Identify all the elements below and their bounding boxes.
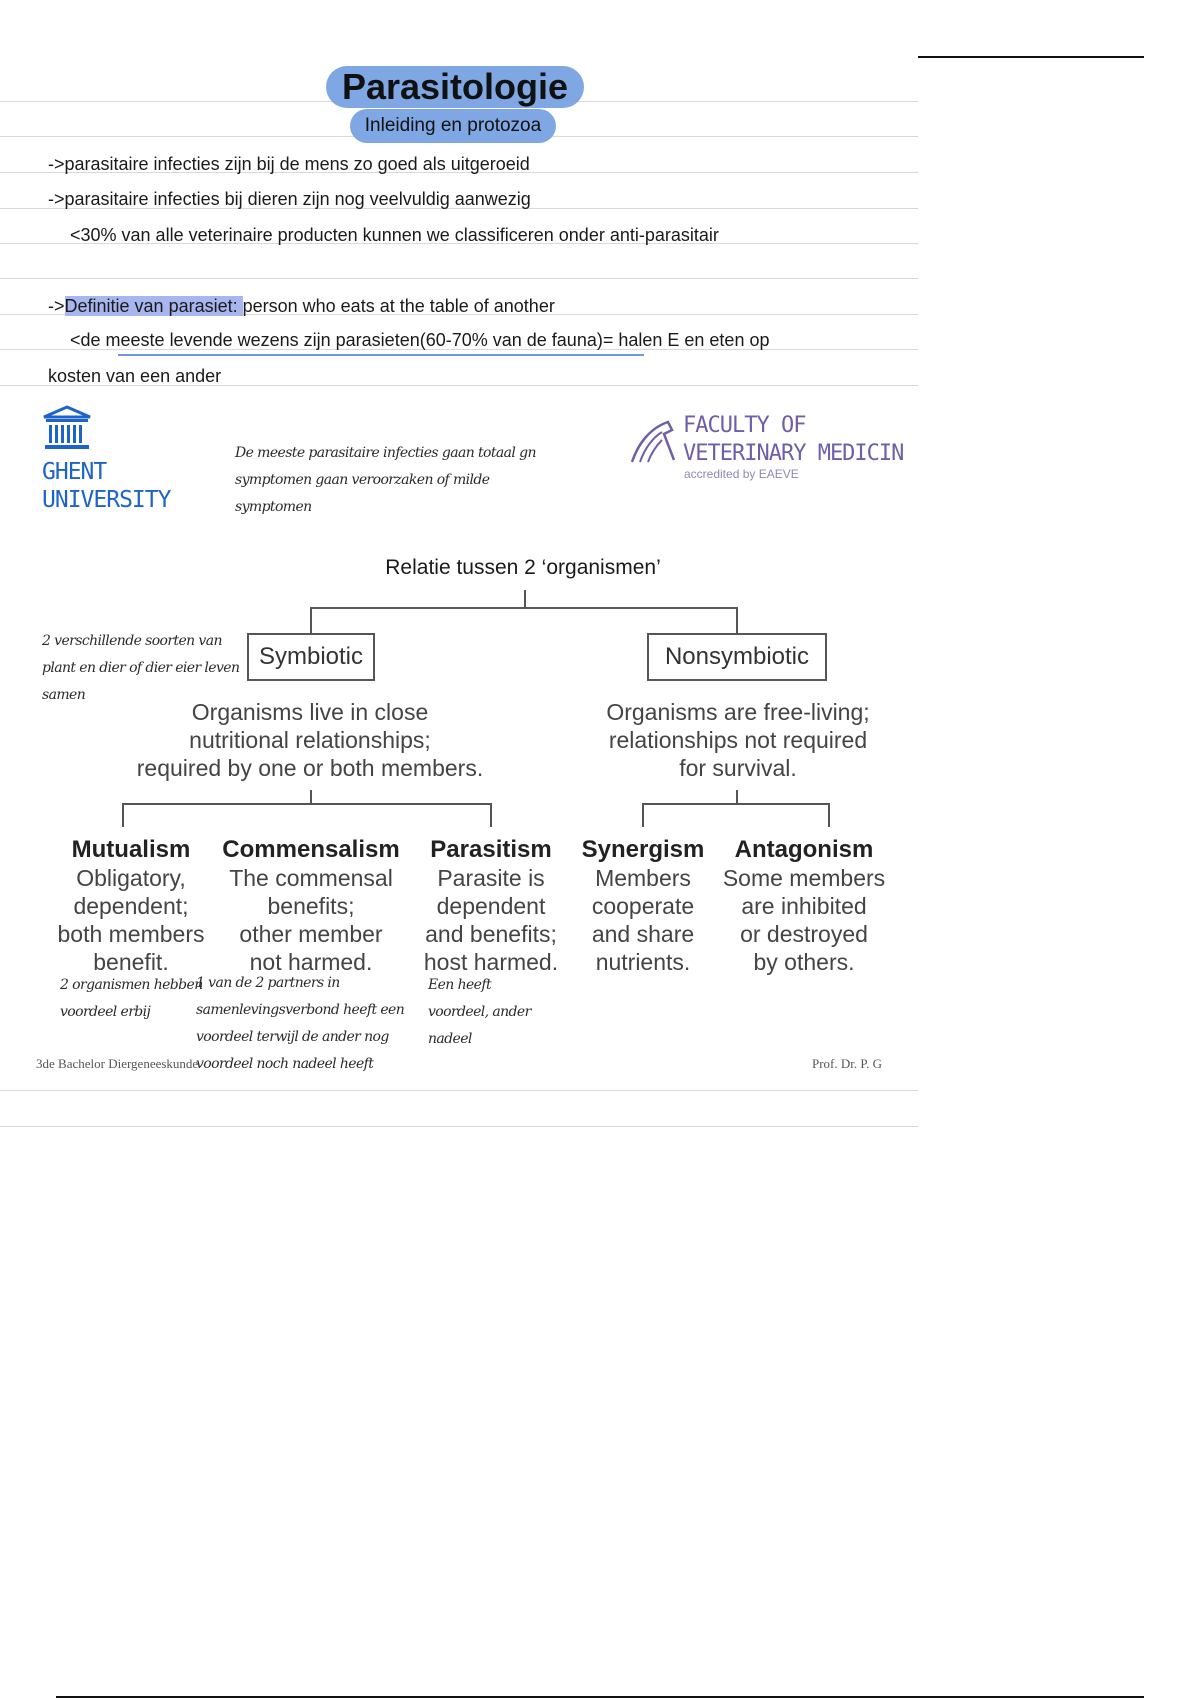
university-word: UNIVERSITY: [42, 487, 171, 513]
ghent-word: GHENT: [42, 459, 107, 485]
handwritten-note-commensalism: [196, 970, 404, 1078]
synergism-column: [572, 836, 714, 976]
faculty-logo: [683, 412, 903, 468]
note-line-4: [48, 296, 555, 317]
type-heading: Synergism: [581, 836, 705, 863]
desc-line: Organisms are free-living;: [606, 699, 870, 725]
handwritten-note-top: [235, 440, 536, 521]
type-line: Obligatory,: [76, 865, 186, 891]
type-heading: Antagonism: [734, 836, 874, 863]
connector: [828, 803, 830, 827]
university-building-icon: [42, 405, 92, 453]
slide-footer-author: Prof. Dr. P. G: [812, 1056, 883, 1071]
connector: [490, 803, 492, 827]
type-heading: Parasitism: [430, 836, 552, 863]
type-heading: Mutualism: [71, 836, 191, 863]
handnote-line: 2 organismen hebben: [60, 977, 203, 993]
commensalism-column: [216, 836, 406, 976]
note-prefix: ->: [48, 296, 65, 316]
type-line: benefit.: [93, 949, 169, 975]
connector: [642, 803, 644, 827]
handwritten-note-mutualism: [60, 972, 203, 1026]
ghent-university-logo: [42, 458, 170, 514]
note-line-5: <de meeste levende wezens zijn parasieten(60-70% van de fauna)= halen E en eten op: [70, 330, 770, 350]
type-line: cooperate: [591, 893, 695, 919]
connector: [310, 607, 312, 633]
connector: [122, 803, 492, 805]
connector: [736, 607, 738, 633]
desc-line: required by one or both members.: [136, 755, 484, 781]
diagram-title: Relatie tussen 2 ‘organismen’: [385, 556, 661, 579]
handnote-line: Een heeft: [428, 977, 491, 993]
underline-mark: [118, 354, 644, 356]
page-subtitle: Inleiding en protozoa: [350, 109, 556, 143]
handnote-line: 1 van de 2 partners in: [196, 975, 340, 991]
note-definition: person who eats at the table of another: [242, 296, 555, 316]
type-line: Members: [595, 865, 691, 891]
type-line: other member: [239, 921, 383, 947]
faculty-line-1: FACULTY OF: [683, 413, 806, 438]
antagonism-column: [712, 836, 896, 976]
handnote-line: symptomen gaan veroorzaken of milde: [235, 472, 490, 488]
note-line-6: kosten van een ander: [48, 366, 222, 386]
type-line: both members: [57, 921, 205, 947]
type-line: by others.: [753, 949, 855, 975]
type-line: not harmed.: [249, 949, 373, 975]
handnote-line: symptomen: [235, 499, 312, 515]
top-rule: [918, 56, 1144, 58]
type-line: Parasite is: [437, 865, 545, 891]
type-line: and share: [591, 921, 695, 947]
type-line: dependent;: [73, 893, 189, 919]
connector: [642, 803, 830, 805]
note-line-3: <30% van alle veterinaire producten kunnen we classificeren onder anti-parasitair: [70, 225, 719, 245]
type-line: Some members: [722, 865, 886, 891]
nonsymbiotic-description: [580, 698, 896, 782]
highlighted-definition: Definitie van parasiet:: [64, 296, 243, 316]
handnote-line: voordeel noch nadeel heeft: [196, 1056, 374, 1072]
handnote-line: voordeel erbij: [60, 1004, 151, 1020]
handnote-line: voordeel terwijl de ander nog: [196, 1029, 389, 1045]
desc-line: Organisms live in close: [191, 699, 429, 725]
type-heading: Commensalism: [222, 836, 400, 863]
mutualism-column: [46, 836, 216, 976]
connector: [310, 790, 312, 804]
type-line: or destroyed: [740, 921, 868, 947]
symbiotic-box: Symbiotic: [247, 633, 375, 681]
connector: [310, 607, 738, 609]
note-line-1: ->parasitaire infecties zijn bij de mens zo goed als uitgeroeid: [48, 154, 530, 174]
type-line: are inhibited: [741, 893, 867, 919]
type-line: nutrients.: [595, 949, 691, 975]
desc-line: relationships not required: [608, 727, 868, 753]
type-line: host harmed.: [423, 949, 559, 975]
connector: [122, 803, 124, 827]
desc-line: nutritional relationships;: [189, 727, 431, 753]
handwritten-note-parasitism: [428, 972, 531, 1053]
page-title: Parasitologie: [326, 66, 584, 108]
type-line: and benefits;: [425, 921, 557, 947]
bottom-rule: [56, 1696, 1144, 1698]
handnote-line: 2 verschillende soorten van: [42, 633, 222, 649]
accreditation-text: accredited by EAEVE: [684, 467, 799, 481]
handnote-line: nadeel: [428, 1031, 472, 1047]
symbiotic-description: [100, 698, 520, 782]
nonsymbiotic-box: Nonsymbiotic: [647, 633, 827, 681]
handnote-line: samenlevingsverbond heeft een: [196, 1002, 405, 1018]
handnote-line: samen: [42, 687, 86, 703]
connector: [524, 590, 526, 608]
connector: [736, 790, 738, 804]
handnote-line: De meeste parasitaire infecties gaan totaal gn: [235, 445, 536, 461]
faculty-line-2: VETERINARY MEDICIN: [683, 441, 904, 466]
parasitism-column: [410, 836, 572, 976]
slide-footer-course: 3de Bachelor Diergeneeskunde: [36, 1056, 199, 1071]
horse-head-icon: [628, 418, 680, 464]
type-line: benefits;: [267, 893, 355, 919]
type-line: dependent: [436, 893, 546, 919]
handnote-line: voordeel, ander: [428, 1004, 531, 1020]
desc-line: for survival.: [679, 755, 797, 781]
handnote-line: plant en dier of dier eier leven: [42, 660, 240, 676]
handwritten-note-left: [42, 628, 239, 709]
type-line: The commensal: [229, 865, 393, 891]
note-line-2: ->parasitaire infecties bij dieren zijn nog veelvuldig aanwezig: [48, 189, 531, 209]
